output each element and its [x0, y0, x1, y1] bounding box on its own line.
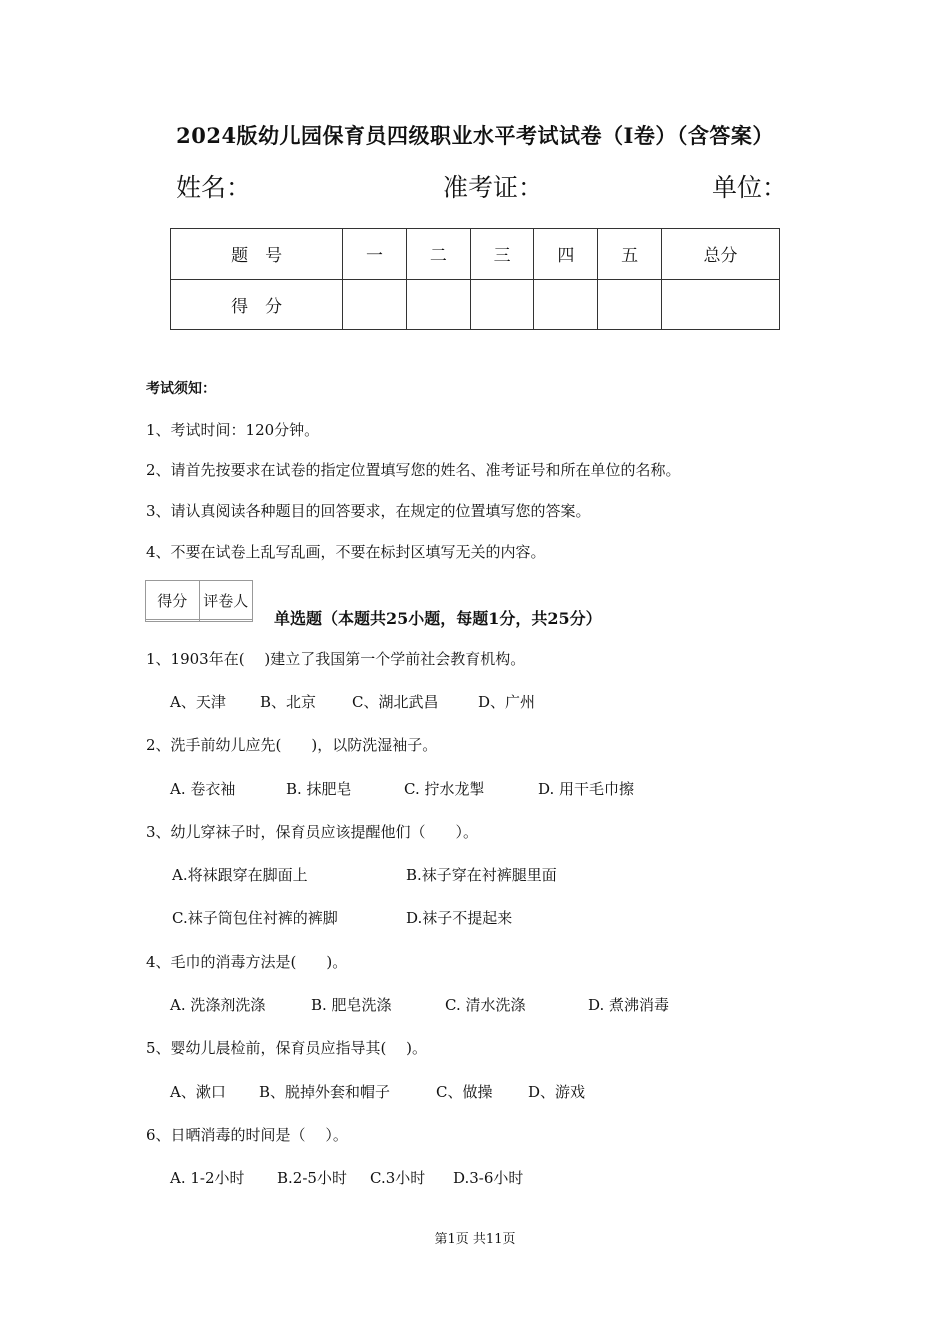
question-option: C.3小时: [370, 1169, 426, 1187]
question-option: B、脱掉外套和帽子: [259, 1083, 391, 1101]
question-option: D、游戏: [528, 1083, 586, 1101]
question-option: C. 拧水龙掣: [404, 780, 485, 798]
question-option: A. 1-2小时: [170, 1169, 245, 1187]
score-row-label: 得 分: [171, 279, 343, 330]
question-stem: 3、幼儿穿袜子时，保育员应该提醒他们（ ）。: [146, 823, 479, 841]
question-option: B. 肥皂洗涤: [311, 996, 392, 1014]
question-option: C.袜子筒包住衬裤的裤脚: [172, 909, 338, 927]
question-option: A. 洗涤剂洗涤: [170, 996, 266, 1014]
question-option: B、北京: [260, 693, 317, 711]
score-table: [170, 228, 780, 330]
score-table-score-row: [171, 279, 780, 330]
score-cell: [534, 279, 598, 330]
score-header-cell: 总分: [662, 229, 780, 280]
notice-item: 1、考试时间：120分钟。: [146, 421, 320, 439]
grader-score-label: 得分: [146, 581, 200, 620]
question-option: D.3-6小时: [453, 1169, 524, 1187]
page-footer: 第1页 共11页: [434, 1232, 516, 1247]
notice-item: 3、请认真阅读各种题目的回答要求，在规定的位置填写您的答案。: [146, 502, 591, 520]
grader-score-cell: [146, 620, 200, 622]
question-option: A.将袜跟穿在脚面上: [172, 866, 308, 884]
grader-name-cell: [199, 620, 253, 622]
score-header-cell: 一: [343, 229, 407, 280]
question-option: B.2-5小时: [277, 1169, 347, 1187]
question-option: A. 卷衣袖: [170, 780, 236, 798]
score-cell: [406, 279, 470, 330]
name-field-label: 姓名：: [176, 173, 252, 202]
question-option: B. 抹肥皂: [286, 780, 352, 798]
question-option: C、湖北武昌: [352, 693, 439, 711]
question-option: C、做操: [436, 1083, 493, 1101]
unit-field-label: 单位：: [712, 173, 788, 202]
page-title: 2024版幼儿园保育员四级职业水平考试试卷（I卷）（含答案）: [176, 123, 774, 148]
score-header-cell: 题 号: [171, 229, 343, 280]
notice-item: 2、请首先按要求在试卷的指定位置填写您的姓名、准考证号和所在单位的名称。: [146, 461, 681, 479]
score-header-cell: 四: [534, 229, 598, 280]
question-option: D. 煮沸消毒: [588, 996, 670, 1014]
section-title: 单选题（本题共25小题，每题1分，共25分）: [274, 609, 602, 628]
question-option: B.袜子穿在衬裤腿里面: [406, 866, 557, 884]
question-option: D、广州: [478, 693, 536, 711]
score-cell: [470, 279, 534, 330]
score-header-cell: 五: [598, 229, 662, 280]
question-stem: 5、婴幼儿晨检前，保育员应指导其( )。: [146, 1039, 428, 1057]
grader-box: [145, 580, 253, 622]
score-header-cell: 二: [406, 229, 470, 280]
question-stem: 6、日晒消毒的时间是（ ）。: [146, 1126, 348, 1144]
question-option: C. 清水洗涤: [445, 996, 526, 1014]
question-option: A、漱口: [170, 1083, 226, 1101]
question-option: A、天津: [170, 693, 226, 711]
grader-name-label: 评卷人: [199, 581, 253, 620]
exam-id-field-label: 准考证：: [443, 173, 544, 202]
notice-item: 4、不要在试卷上乱写乱画，不要在标封区填写无关的内容。: [146, 543, 546, 561]
question-option: D. 用干毛巾擦: [538, 780, 635, 798]
question-stem: 4、毛巾的消毒方法是( )。: [146, 953, 348, 971]
notice-heading: 考试须知：: [146, 381, 216, 397]
score-header-cell: 三: [470, 229, 534, 280]
question-option: D.袜子不提起来: [406, 909, 513, 927]
question-stem: 2、洗手前幼儿应先( )，以防洗湿袖子。: [146, 736, 438, 754]
score-cell: [343, 279, 407, 330]
score-cell: [662, 279, 780, 330]
score-table-header-row: [171, 229, 780, 280]
question-stem: 1、1903年在( )建立了我国第一个学前社会教育机构。: [146, 650, 526, 668]
score-cell: [598, 279, 662, 330]
